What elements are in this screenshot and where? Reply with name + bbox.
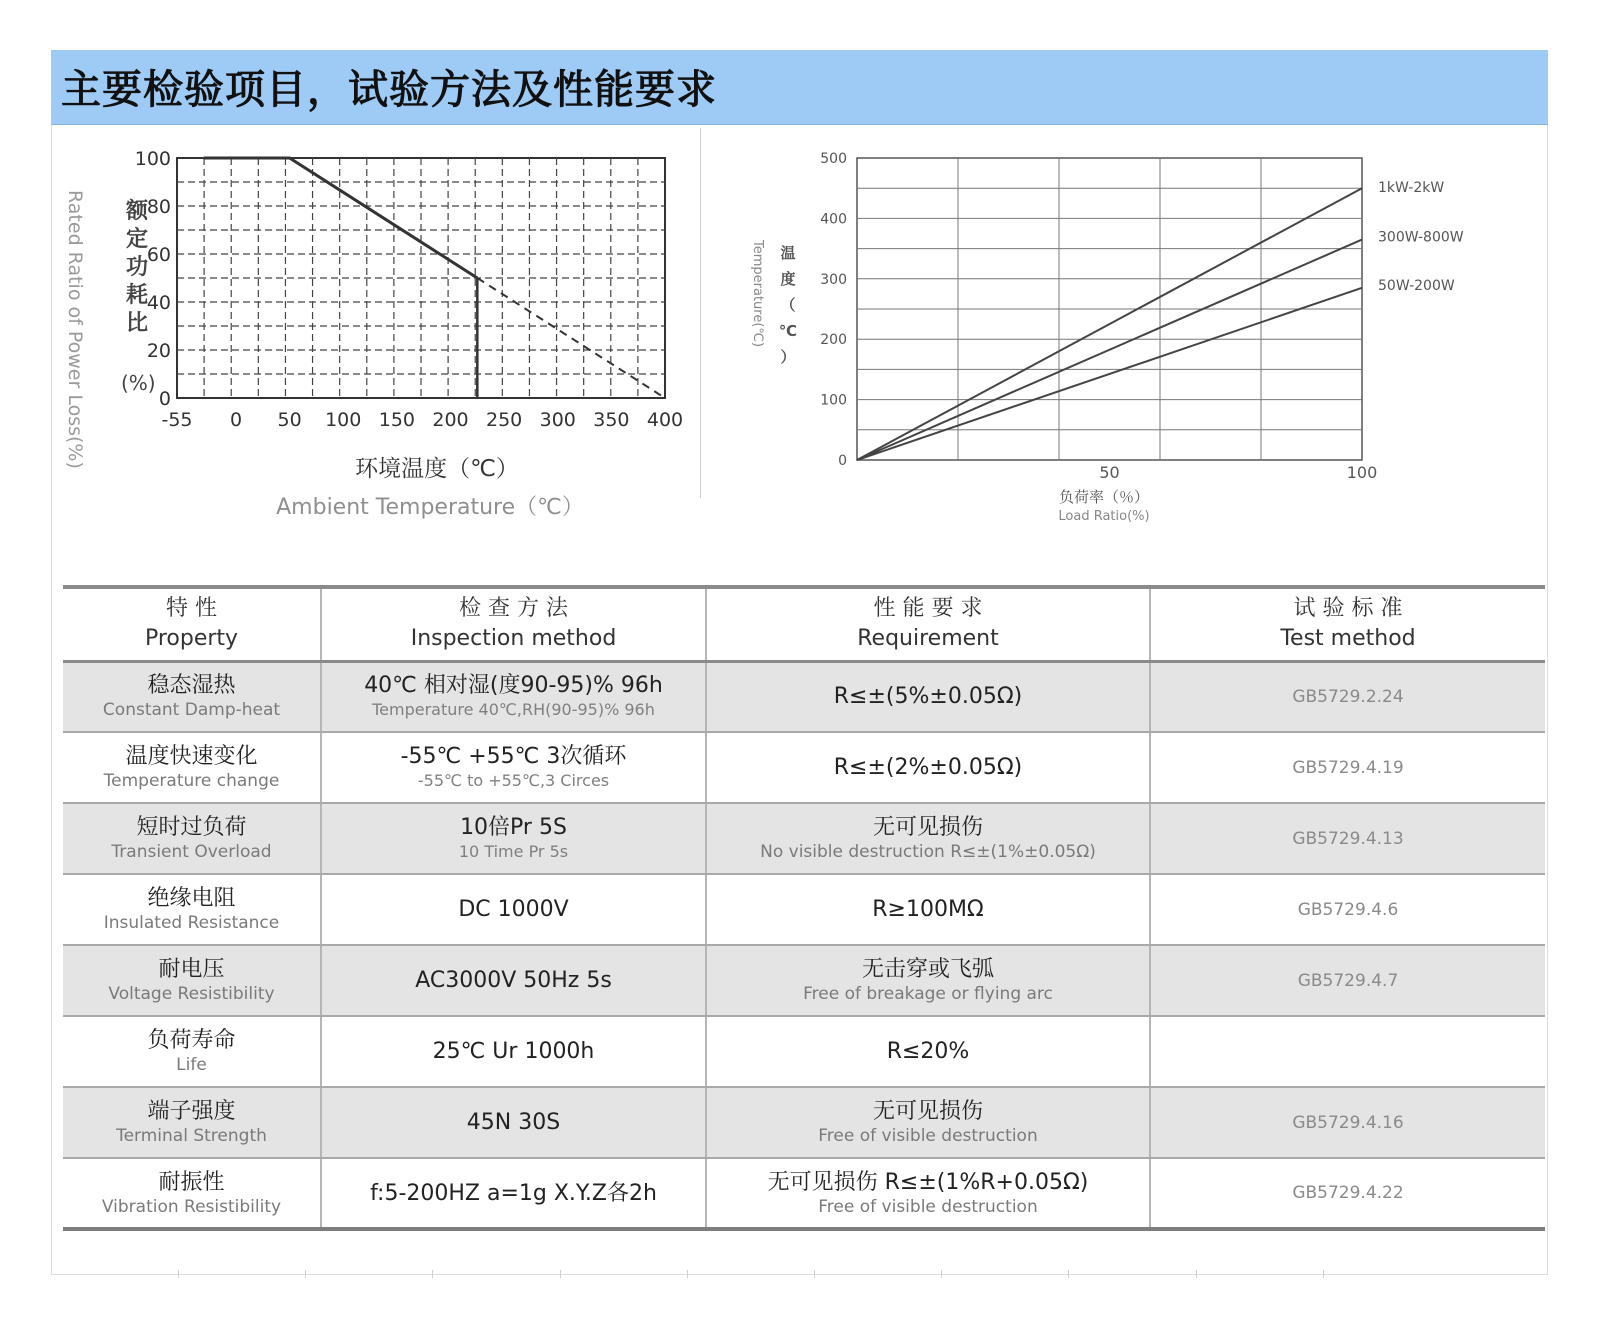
cell-inspection-method xyxy=(321,1087,706,1158)
header-property xyxy=(63,587,321,661)
cell-requirement xyxy=(706,874,1150,945)
series-label: 1kW-2kW xyxy=(1378,180,1445,197)
load-ylabel-en: Temperature(℃) xyxy=(750,240,765,348)
cell-test-standard xyxy=(1150,1158,1545,1229)
test-standard: GB5729.4.19 xyxy=(1292,757,1404,778)
requirement-en: No visible destruction R≤±(1%±0.05Ω) xyxy=(760,842,1096,862)
bottom-tick xyxy=(1196,1270,1197,1278)
derating-ylabel-unit: (%) xyxy=(121,371,156,395)
requirement-zh: 无击穿或飞弧 xyxy=(861,957,994,982)
table-row xyxy=(63,661,1545,732)
y-tick-label: 500 xyxy=(820,151,847,167)
header-en: Property xyxy=(144,626,239,652)
property-en: Life xyxy=(176,1055,207,1075)
requirement-zh: R≤±(5%±0.05Ω) xyxy=(833,684,1023,710)
bottom-tick xyxy=(941,1270,942,1278)
test-standard: GB5729.4.13 xyxy=(1292,828,1404,849)
table-row xyxy=(63,803,1545,874)
x-tick-label: 200 xyxy=(432,409,469,431)
y-tick-label: 60 xyxy=(146,244,171,266)
requirement-zh: 无可见损伤 xyxy=(872,1099,983,1124)
load-series-line xyxy=(857,188,1362,460)
x-tick-label: 400 xyxy=(646,409,684,431)
inspection-method-en: 10 Time Pr 5s xyxy=(458,842,569,861)
requirement-en: Free of breakage or flying arc xyxy=(803,984,1053,1004)
series-label: 50W-200W xyxy=(1378,277,1455,294)
derating-grid xyxy=(177,158,665,398)
inspection-method-en: -55℃ to +55℃,3 Circes xyxy=(417,771,610,790)
test-standard: GB5729.4.7 xyxy=(1297,970,1399,991)
cell-inspection-method xyxy=(321,661,706,732)
cell-test-standard xyxy=(1150,945,1545,1016)
property-zh: 温度快速变化 xyxy=(125,744,258,769)
requirement-en: Free of visible destruction xyxy=(818,1126,1038,1146)
derating-series-line xyxy=(204,158,477,278)
y-tick-label: 100 xyxy=(134,148,171,170)
table-row xyxy=(63,874,1545,945)
test-standard: GB5729.4.22 xyxy=(1292,1183,1404,1203)
load-ylabel-zh: 温度（℃） xyxy=(778,244,798,366)
y-tick-label: 200 xyxy=(820,332,847,349)
inspection-method-zh: 25℃ Ur 1000h xyxy=(432,1039,595,1064)
panel-divider xyxy=(700,128,701,498)
cell-inspection-method xyxy=(321,803,706,874)
inspection-method-en: Temperature 40℃,RH(90-95)% 96h xyxy=(372,700,655,720)
test-standard: GB5729.4.16 xyxy=(1292,1112,1404,1133)
cell-requirement xyxy=(706,945,1150,1016)
property-en: Transient Overload xyxy=(111,842,272,862)
cell-property xyxy=(63,945,321,1016)
requirement-zh: R≤±(2%±0.05Ω) xyxy=(833,755,1023,780)
cell-test-standard xyxy=(1150,874,1545,945)
header-en: Test method xyxy=(1280,626,1416,652)
header-zh: 特 性 xyxy=(166,596,217,622)
header-test-method xyxy=(1150,587,1545,661)
property-en: Terminal Strength xyxy=(116,1126,267,1146)
property-zh: 端子强度 xyxy=(147,1099,236,1124)
x-tick-label: 150 xyxy=(378,409,416,431)
page-title: 主要检验项目，试验方法及性能要求 xyxy=(61,67,717,113)
cell-requirement xyxy=(706,1158,1150,1229)
derating-series-line xyxy=(477,278,665,398)
cell-requirement xyxy=(706,661,1150,732)
spec-table-body xyxy=(63,661,1545,1229)
header-inspection-method xyxy=(321,587,706,661)
cell-property xyxy=(63,803,321,874)
requirement-zh: R≥100MΩ xyxy=(872,897,984,922)
cell-property xyxy=(63,732,321,803)
load-xlabel-zh: 负荷率（％） xyxy=(1058,488,1150,506)
inspection-method-zh: -55℃ +55℃ 3次循环 xyxy=(400,744,627,769)
load-temperature-chart xyxy=(750,140,1540,540)
cell-inspection-method xyxy=(321,874,706,945)
x-tick-label: 50 xyxy=(1099,463,1120,482)
header-row xyxy=(63,587,1545,661)
load-series-line xyxy=(857,288,1362,460)
header-zh: 性 能 要 求 xyxy=(873,596,983,622)
x-tick-label: 100 xyxy=(325,409,362,431)
header-en: Requirement xyxy=(857,626,999,652)
load-xlabel-en: Load Ratio(%) xyxy=(1058,509,1150,524)
cell-inspection-method xyxy=(321,1158,706,1229)
table-row xyxy=(63,732,1545,803)
cell-test-standard xyxy=(1150,661,1545,732)
x-tick-label: 300 xyxy=(539,409,576,431)
derating-xlabel-zh: 环境温度（℃） xyxy=(355,456,519,482)
inspection-method-zh: f:5-200HZ a=1g X.Y.Z各2h xyxy=(370,1180,657,1206)
y-tick-label: 0 xyxy=(158,388,171,410)
derating-x-ticks xyxy=(161,409,683,431)
header-zh: 试 验 标 准 xyxy=(1293,596,1403,622)
inspection-method-zh: AC3000V 50Hz 5s xyxy=(415,968,612,993)
property-zh: 绝缘电阻 xyxy=(147,886,236,911)
property-en: Temperature change xyxy=(103,771,280,791)
load-series xyxy=(857,188,1362,460)
spec-table-header xyxy=(63,587,1545,661)
cell-requirement xyxy=(706,1087,1150,1158)
bottom-tick xyxy=(432,1270,433,1278)
cell-inspection-method xyxy=(321,945,706,1016)
table-row xyxy=(63,1016,1545,1087)
inspection-method-zh: 45N 30S xyxy=(466,1110,561,1135)
load-y-ticks xyxy=(820,151,847,469)
property-zh: 稳态湿热 xyxy=(147,673,236,699)
cell-test-standard xyxy=(1150,1016,1545,1087)
bottom-tick xyxy=(1068,1270,1069,1278)
header-en: Inspection method xyxy=(410,626,617,652)
property-zh: 耐电压 xyxy=(158,957,225,982)
y-tick-label: 100 xyxy=(820,392,847,409)
derating-chart xyxy=(55,128,695,528)
spec-table-wrap xyxy=(63,585,1545,1231)
load-series-labels xyxy=(1378,180,1464,294)
series-label: 300W-800W xyxy=(1378,229,1464,246)
bottom-tick xyxy=(814,1270,815,1278)
x-tick-label: 50 xyxy=(277,409,302,431)
header-zh: 检 查 方 法 xyxy=(459,596,568,622)
x-tick-label: 250 xyxy=(485,409,523,431)
y-tick-label: 80 xyxy=(146,196,171,218)
cell-property xyxy=(63,1087,321,1158)
property-zh: 耐振性 xyxy=(158,1169,225,1195)
property-en: Vibration Resistibility xyxy=(101,1196,282,1217)
inspection-method-zh: 10倍Pr 5S xyxy=(460,815,567,840)
property-en: Voltage Resistibility xyxy=(108,984,275,1004)
test-standard: GB5729.2.24 xyxy=(1292,686,1404,707)
cell-requirement xyxy=(706,732,1150,803)
cell-property xyxy=(63,1158,321,1229)
requirement-zh: 无可见损伤 xyxy=(872,815,983,840)
test-standard: GB5729.4.6 xyxy=(1297,899,1399,920)
y-tick-label: 20 xyxy=(146,340,171,362)
y-tick-label: 40 xyxy=(146,292,171,314)
x-tick-label: -55 xyxy=(161,409,193,431)
header-requirement xyxy=(706,587,1150,661)
cell-requirement xyxy=(706,803,1150,874)
cell-property xyxy=(63,874,321,945)
property-en: Constant Damp-heat xyxy=(102,700,281,721)
y-tick-label: 300 xyxy=(820,271,847,288)
bottom-tick xyxy=(687,1270,688,1278)
bottom-tick xyxy=(560,1270,561,1278)
property-zh: 负荷寿命 xyxy=(147,1028,236,1053)
y-tick-label: 0 xyxy=(838,453,847,469)
cell-property xyxy=(63,1016,321,1087)
cell-test-standard xyxy=(1150,803,1545,874)
cell-inspection-method xyxy=(321,732,706,803)
table-row xyxy=(63,945,1545,1016)
table-row xyxy=(63,1087,1545,1158)
derating-ylabel-zh: 额定功耗比 xyxy=(125,199,149,336)
x-tick-label: 350 xyxy=(593,409,630,431)
bottom-tick xyxy=(1323,1270,1324,1278)
x-tick-label: 100 xyxy=(1346,463,1378,482)
property-en: Insulated Resistance xyxy=(103,913,280,933)
inspection-method-zh: DC 1000V xyxy=(458,897,569,922)
spec-table xyxy=(63,585,1545,1231)
cell-requirement xyxy=(706,1016,1150,1087)
load-grid xyxy=(857,158,1362,460)
title-banner xyxy=(51,50,1548,125)
requirement-zh: 无可见损伤 R≤±(1%R+0.05Ω) xyxy=(767,1169,1089,1195)
y-tick-label: 400 xyxy=(820,211,847,228)
cell-inspection-method xyxy=(321,1016,706,1087)
derating-xlabel-en: Ambient Temperature（℃） xyxy=(276,495,584,520)
bottom-tick xyxy=(178,1270,179,1278)
bottom-tick xyxy=(305,1270,306,1278)
cell-test-standard xyxy=(1150,732,1545,803)
inspection-method-zh: 40℃ 相对湿(度90-95)% 96h xyxy=(364,673,663,699)
load-x-ticks xyxy=(1099,463,1377,482)
table-row xyxy=(63,1158,1545,1229)
requirement-zh: R≤20% xyxy=(886,1039,970,1064)
requirement-en: Free of visible destruction xyxy=(818,1196,1038,1217)
cell-property xyxy=(63,661,321,732)
property-zh: 短时过负荷 xyxy=(136,815,247,840)
derating-ylabel-en: Rated Ratio of Power Loss(%) xyxy=(64,190,86,469)
load-series-line xyxy=(857,240,1362,460)
cell-test-standard xyxy=(1150,1087,1545,1158)
x-tick-label: 0 xyxy=(229,409,243,431)
